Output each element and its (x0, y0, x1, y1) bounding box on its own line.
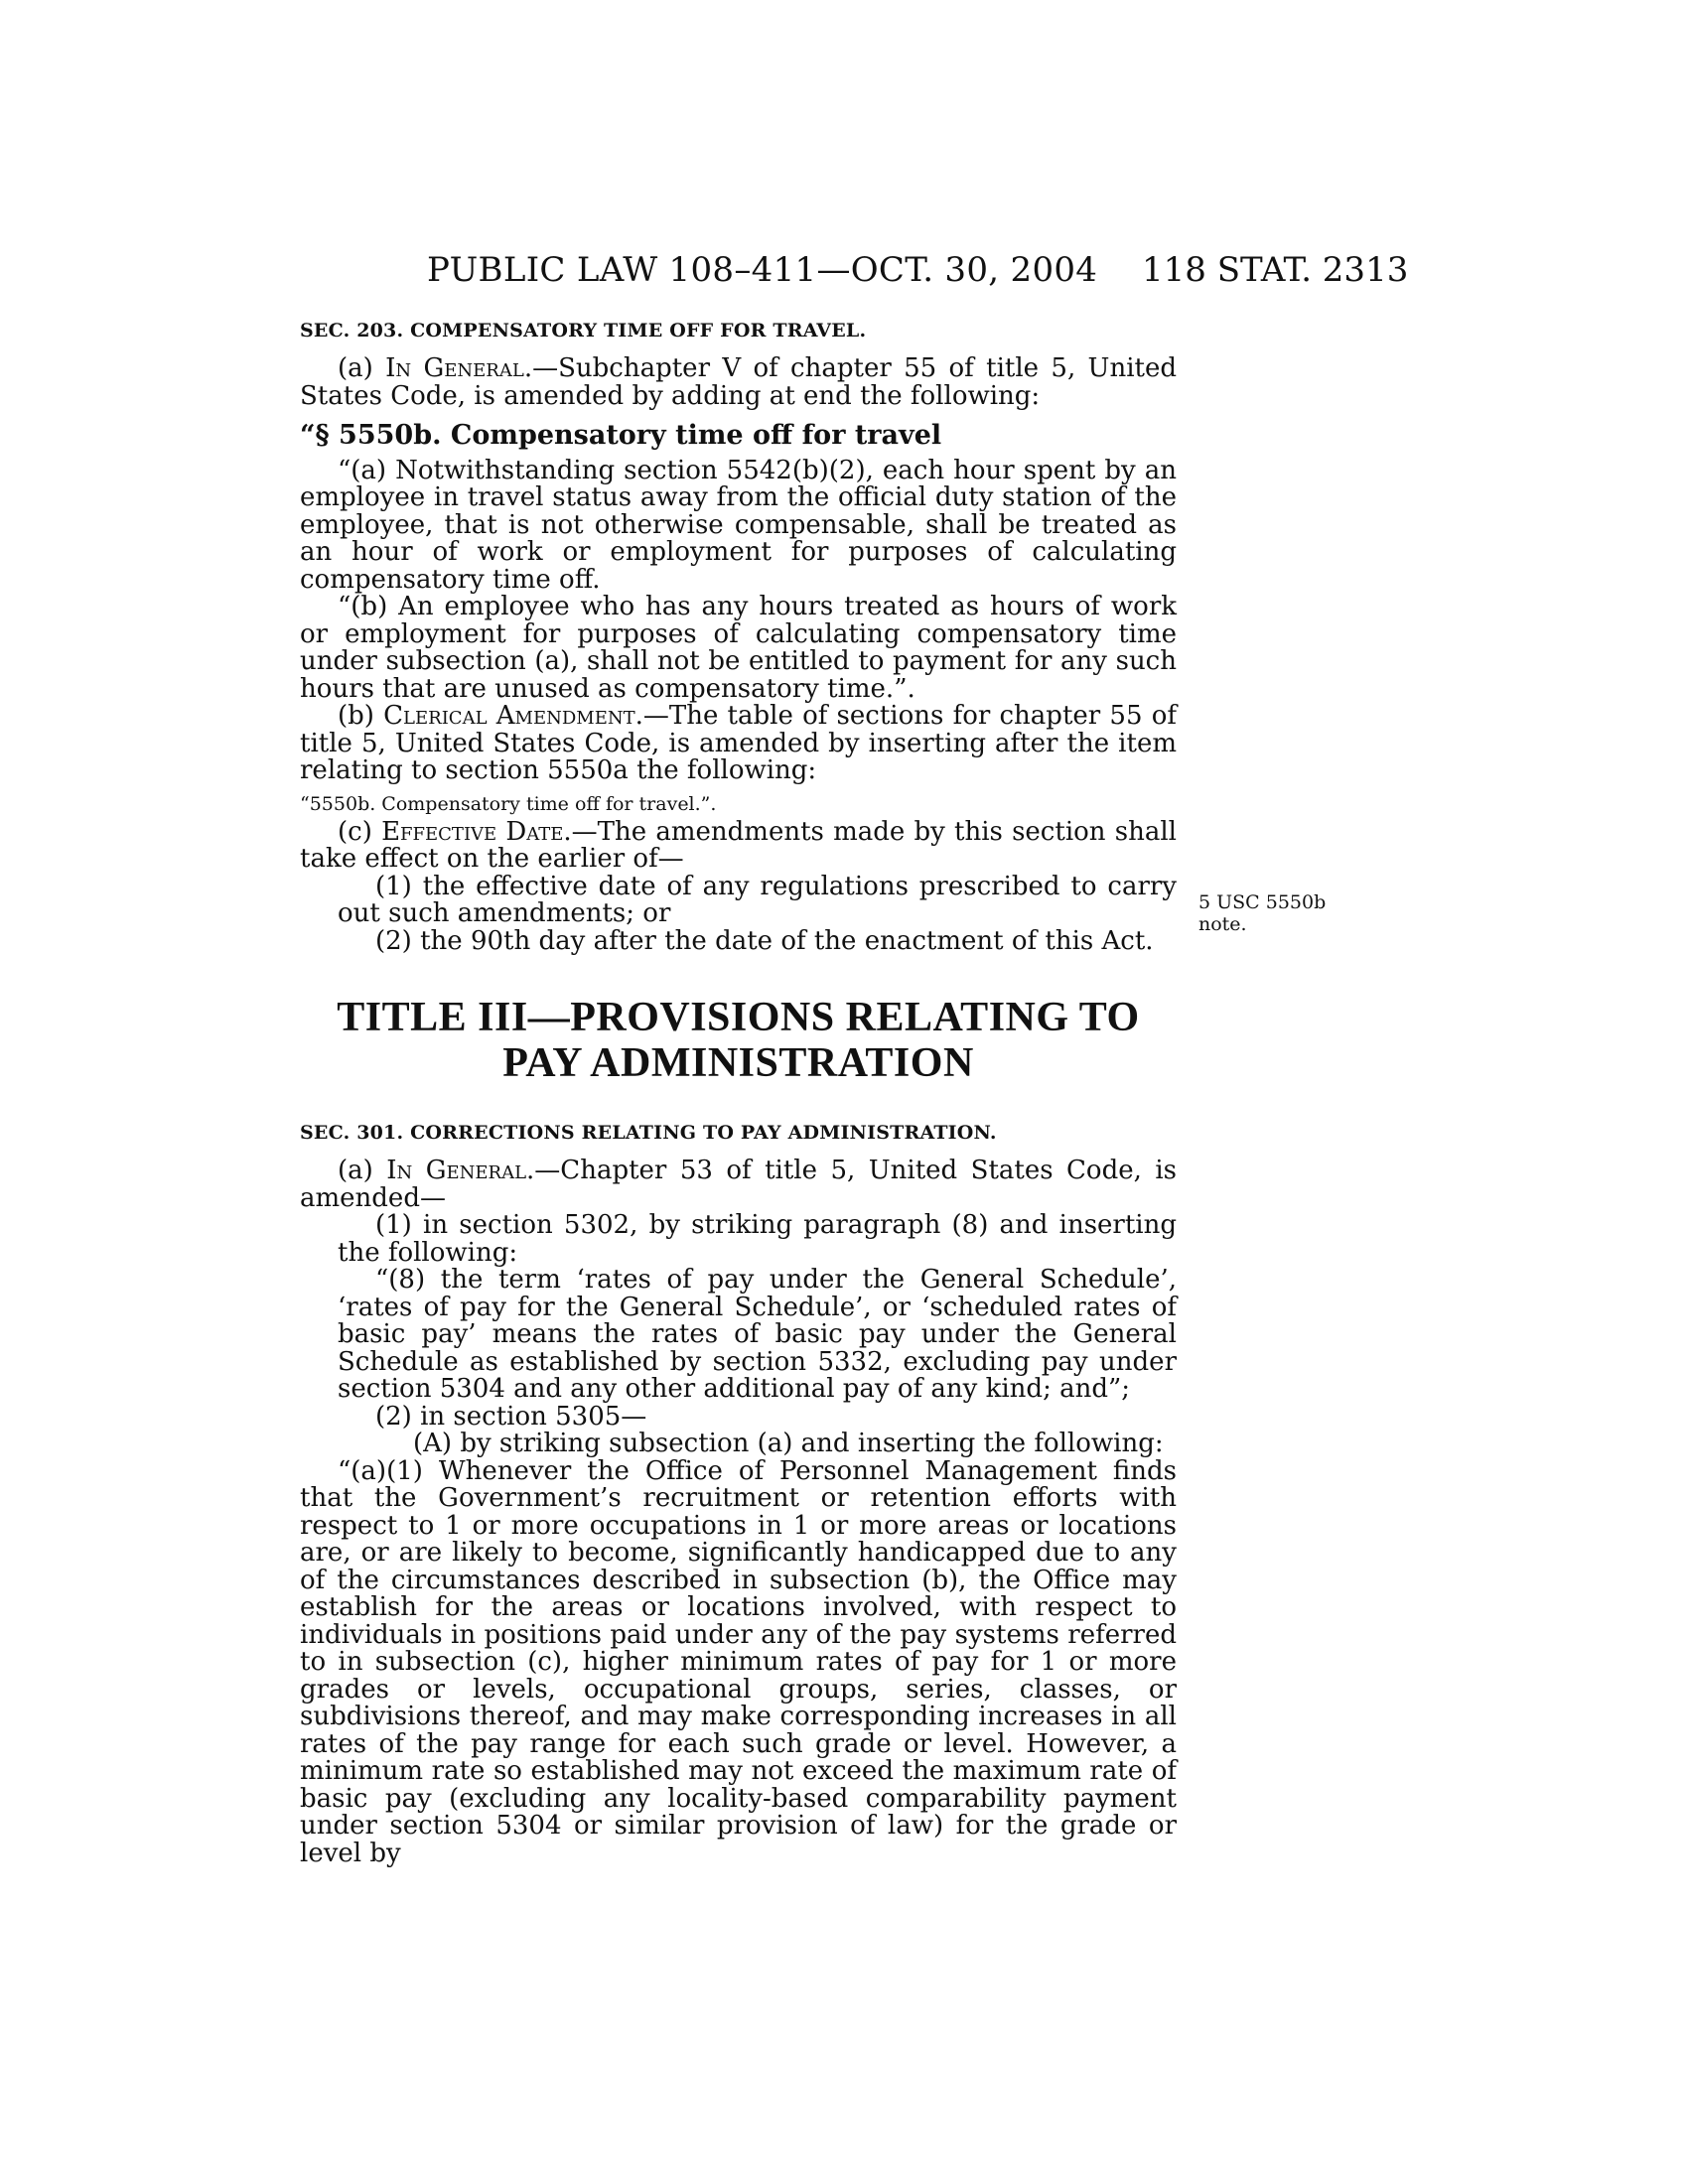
sec-203-heading: SEC. 203. COMPENSATORY TIME OFF FOR TRAVEL. (300, 320, 867, 341)
subsection-a-caption: In General (385, 353, 524, 383)
running-header-left: PUBLIC LAW 108–411—OCT. 30, 2004 (427, 250, 1098, 290)
margin-note-line-1: 5 USC 5550b (1198, 891, 1327, 913)
subsection-c-label: (c) (338, 816, 382, 847)
subsection-c-item-1: (1) the effective date of any regulations prescribed to carry out such amendments; or (338, 871, 1177, 928)
subsection-c-item-2: (2) the 90th day after the date of the enactment of this Act. (375, 925, 1154, 956)
subsection-a-text: .—Subchapter V of chapter 55 of title 5, United States Code, is amended by adding at end the following: (300, 353, 1177, 411)
subsection-b-label: (b) (338, 701, 384, 731)
quoted-subsection-a1: “(a)(1) Whenever the Office of Personnel Management finds that the Government’s recruitment or retention efforts with respect to 1 or more occupations in 1 or more areas or locations are, or are likely to become, significantly handicapped due to any of the circumstances described in subsection (b), the Office may establish for the areas or locations involved, with respect to individuals in positions paid under any of the pay systems referred to in subsection (c), higher minimum rates of pay for 1 or more grades or levels, occupational groups, series, classes, or subdivisions thereof, and may make corresponding increases in all rates of the pay range for each such grade or level. However, a minimum rate so established may not exceed the maximum rate of basic pay (excluding any locality-based comparability payment under section 5304 or similar provision of law) for the grade or level by (300, 1455, 1177, 1868)
title-iii-line-2: PAY ADMINISTRATION (502, 1040, 974, 1086)
sec-203-subsection-a (300, 355, 1177, 410)
sec-301-a-caption: In General (386, 1156, 527, 1185)
sec-301-heading: SEC. 301. CORRECTIONS RELATING TO PAY ADMINISTRATION. (300, 1122, 997, 1144)
sec-301-a-text: .—Chapter 53 of title 5, United States Code, is amended— (300, 1156, 1177, 1213)
sec-301-item-2: (2) in section 5305— (375, 1401, 647, 1432)
subsection-a-label: (a) (338, 353, 386, 383)
margin-note-line-2: note. (1198, 913, 1247, 935)
sec-203-subsection-b (300, 703, 1177, 785)
sec-301-item-2-A: (A) by striking subsection (a) and inserting the following: (413, 1429, 1164, 1458)
running-header-right: 118 STAT. 2313 (1142, 250, 1409, 290)
body-column (300, 318, 1177, 1867)
title-iii-heading (300, 995, 1177, 1086)
margin-note (1198, 891, 1326, 935)
sec-301-subsection-a (300, 1158, 1177, 1212)
sec-301-item-1: (1) in section 5302, by striking paragraph (8) and inserting the following: (338, 1210, 1177, 1268)
subsection-b-text: .—The table of sections for chapter 55 of title 5, United States Code, is amended by inserting after the item relating to section 5550a the following: (300, 701, 1177, 785)
title-iii-line-1: TITLE III—PROVISIONS RELATING TO (337, 995, 1140, 1040)
subsection-c-caption: Effective Date (381, 816, 564, 847)
section-5550b-paragraph-b: “(b) An employee who has any hours treated as hours of work or employment for purposes of calculating compensatory time under subsection (a), shall not be entitled to payment for any such hours that are unused as compensatory time.”. (300, 592, 1177, 704)
sec-301-a-label: (a) (338, 1156, 387, 1185)
subsection-b-caption: Clerical Amendment (383, 701, 635, 731)
section-5550b-title: “§ 5550b. Compensatory time off for travel (300, 420, 942, 451)
subsection-c-text: .—The amendments made by this section shall take effect on the earlier of— (300, 816, 1177, 874)
sec-203-subsection-c (300, 816, 1177, 874)
table-of-sections-item: “5550b. Compensatory time off for travel.”. (300, 792, 717, 815)
quoted-paragraph-8: “(8) the term ‘rates of pay under the General Schedule’, ‘rates of pay for the General Schedule’, or ‘scheduled rates of basic pay’ means the rates of basic pay under the General Schedule as established by section 5332, excluding pay under section 5304 and any other additional pay of any kind; and”; (338, 1265, 1177, 1404)
section-5550b-paragraph-a: “(a) Notwithstanding section 5542(b)(2), each hour spent by an employee in travel status away from the official duty station of the employee, that is not otherwise compensable, shall be treated as an hour of work or employment for purposes of calculating compensatory time off. (300, 455, 1177, 595)
